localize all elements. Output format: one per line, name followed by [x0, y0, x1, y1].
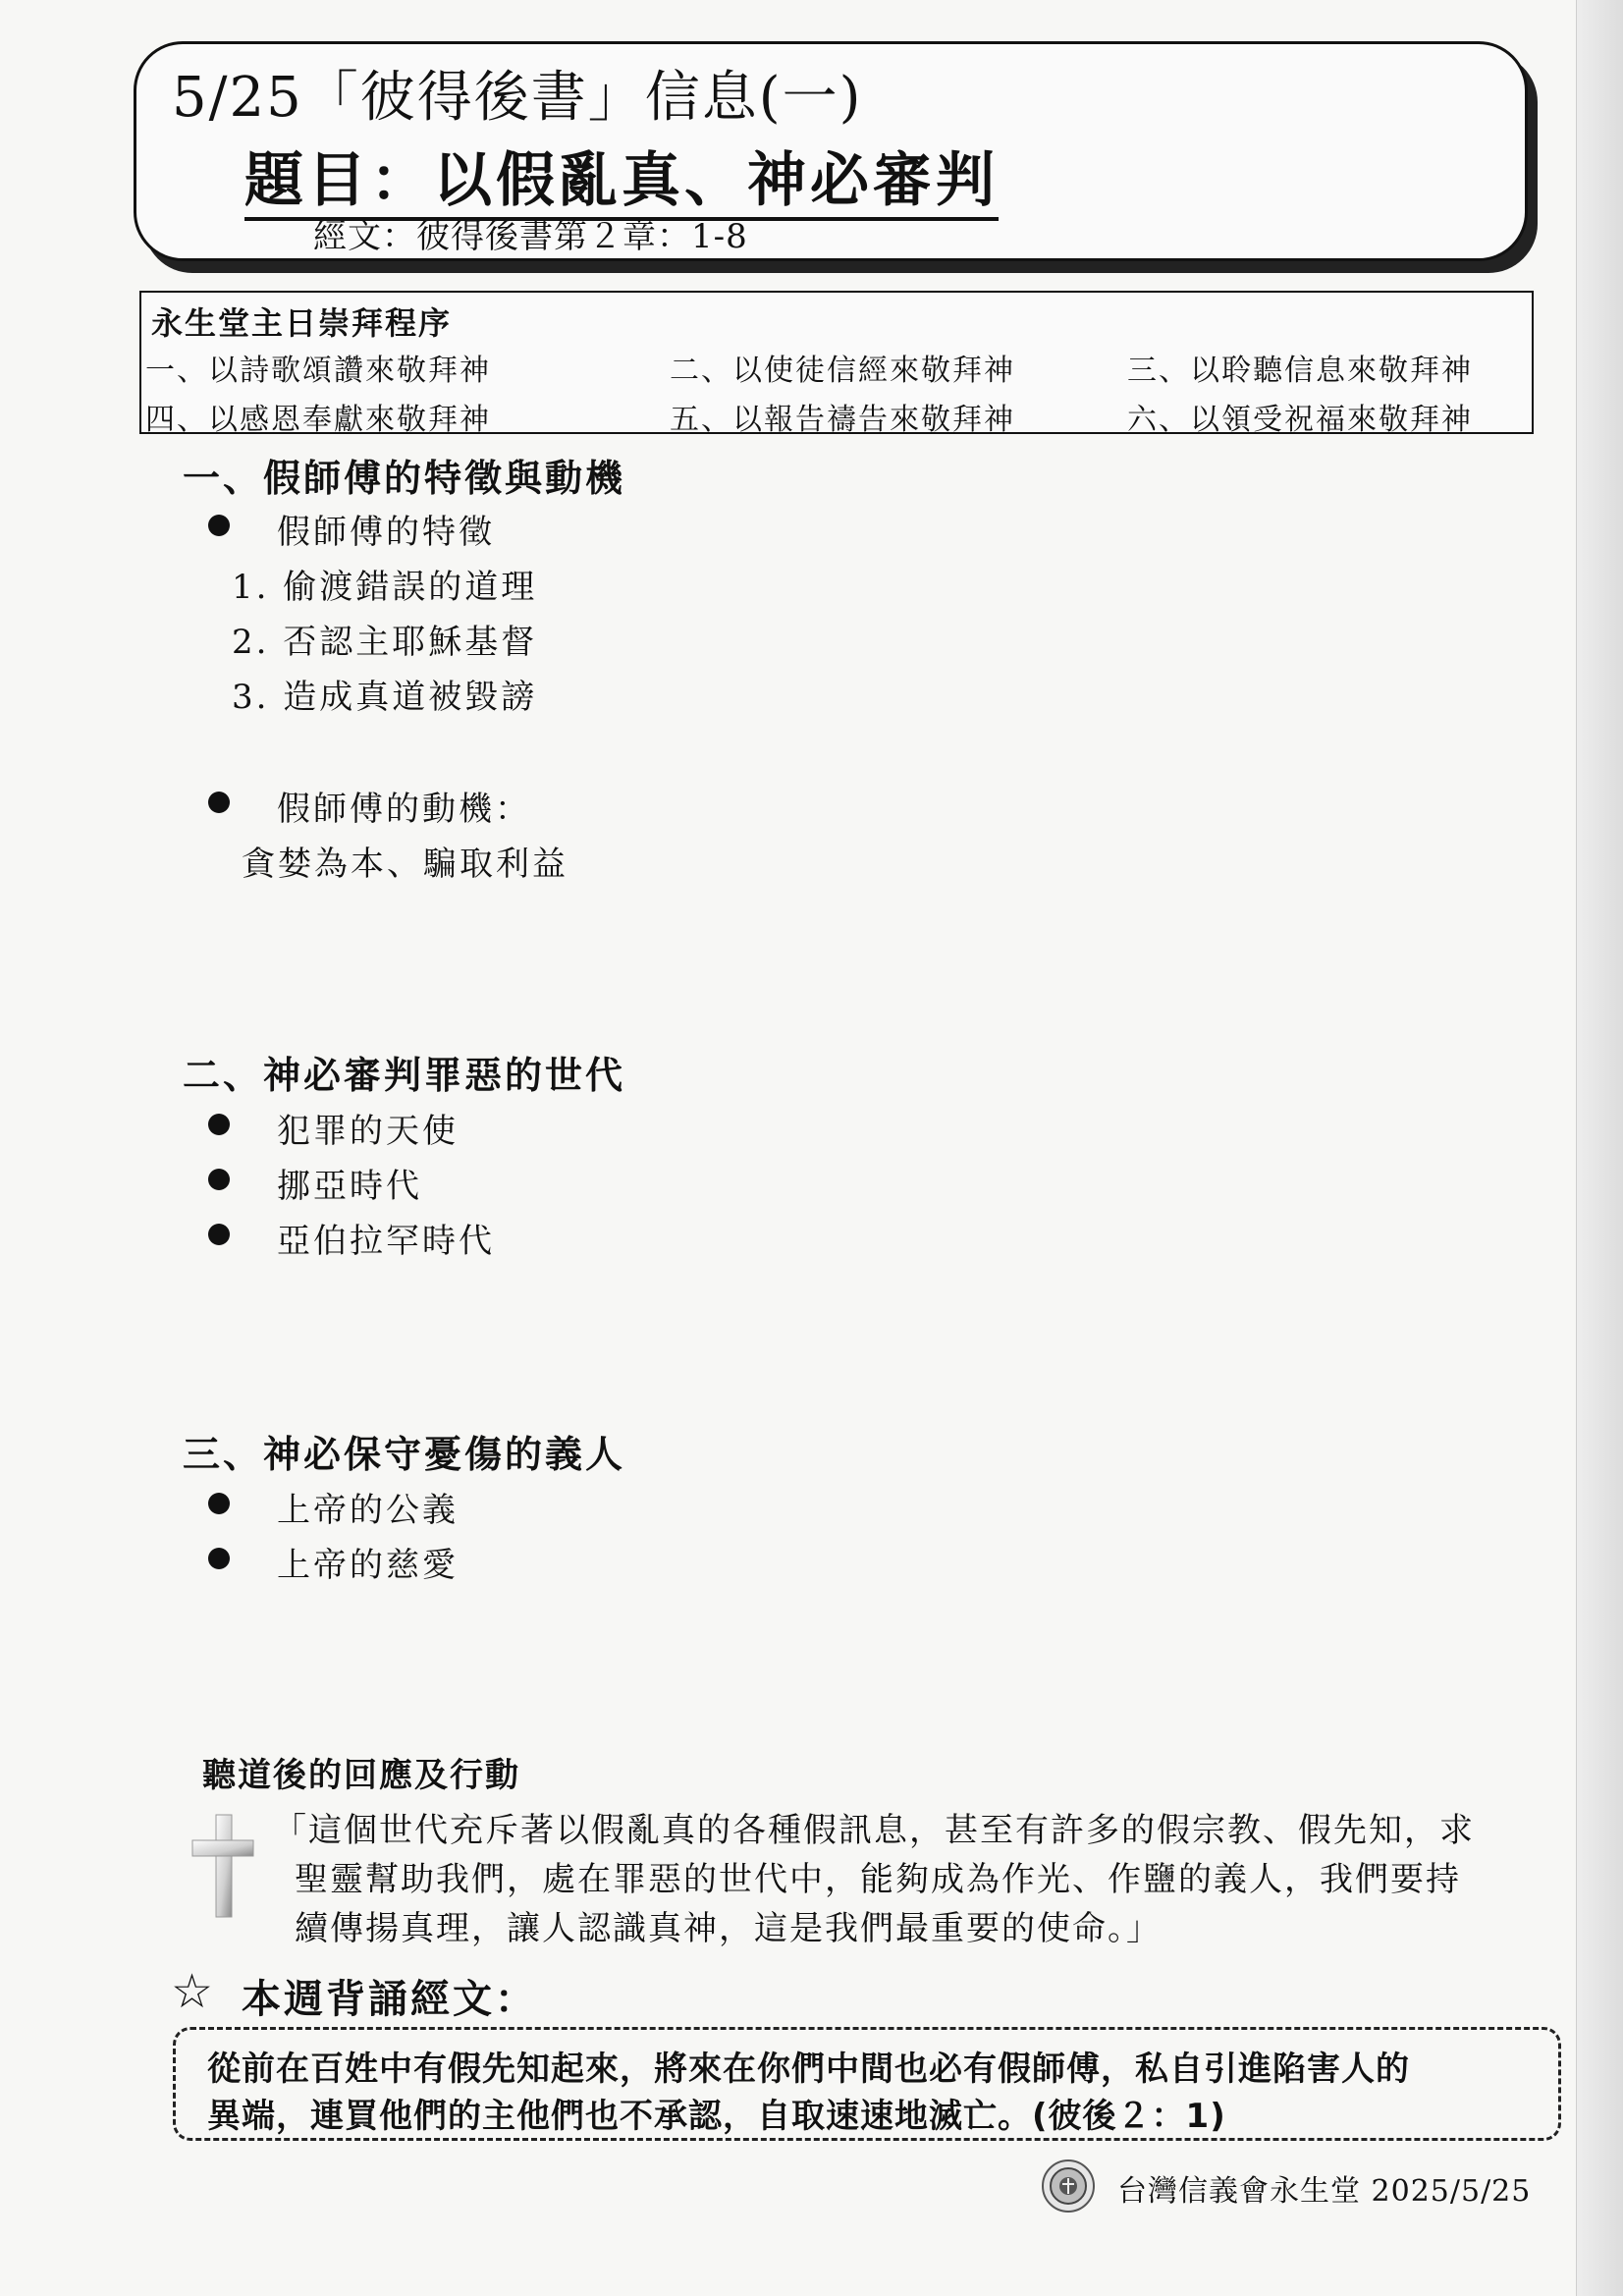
- memory-verse-line: 從前在百姓中有假先知起來，將來在你們中間也必有假師傅，私自引進陷害人的: [207, 2050, 1410, 2089]
- sermon-title: 題目：以假亂真、神必審判: [244, 144, 999, 221]
- response-line: 「這個世代充斥著以假亂真的各種假訊息，甚至有許多的假宗教、假先知，求: [273, 1811, 1475, 1850]
- bullet-text: 假師傅的動機：: [277, 790, 531, 829]
- bullet-icon: [208, 1224, 230, 1245]
- worship-order-title: 永生堂主日崇拜程序: [151, 304, 453, 342]
- numbered-point: 3. 造成真道被毀謗: [232, 678, 538, 717]
- bullet-text: 犯罪的天使: [277, 1112, 459, 1151]
- cross-icon: [190, 1813, 255, 1921]
- worship-order-item: 三、以聆聽信息來敬拜神: [1127, 354, 1473, 388]
- worship-order-item: 一、以詩歌頌讚來敬拜神: [145, 354, 491, 388]
- bullet-text: 假師傅的特徵: [277, 513, 495, 552]
- bullet-icon: [208, 1114, 230, 1135]
- bullet-icon: [208, 1169, 230, 1190]
- bullet-text: 上帝的公義: [277, 1491, 459, 1530]
- footer-text: 台灣信義會永生堂 2025/5/25: [1117, 2174, 1532, 2209]
- bullet-icon: [208, 792, 230, 813]
- numbered-point: 1. 偷渡錯誤的道理: [232, 568, 538, 607]
- bullet-text: 挪亞時代: [277, 1167, 422, 1206]
- memory-verse-line: 異端，連買他們的主他們也不承認，自取速速地滅亡。(彼後２：1): [207, 2097, 1226, 2136]
- memory-verse-box: [173, 2027, 1561, 2141]
- bullet-icon: [208, 515, 230, 536]
- church-seal-icon: [1041, 2159, 1096, 2214]
- page-edge: [1576, 0, 1623, 2296]
- memory-verse-title: 本週背誦經文：: [242, 1977, 537, 2022]
- response-line: 續傳揚真理，讓人認識真神，這是我們最重要的使命。」: [295, 1909, 1162, 1948]
- bullet-icon: [208, 1548, 230, 1569]
- section-2-heading: 二、神必審判罪惡的世代: [183, 1053, 626, 1097]
- response-line: 聖靈幫助我們，處在罪惡的世代中，能夠成為作光、作鹽的義人，我們要持: [295, 1860, 1461, 1899]
- bullet-text: 亞伯拉罕時代: [277, 1222, 495, 1261]
- scripture-reference: 經文：彼得後書第２章：1-8: [313, 217, 748, 256]
- section-1-heading: 一、假師傅的特徵與動機: [183, 456, 626, 500]
- bullet-text: 上帝的慈愛: [277, 1546, 459, 1585]
- sermon-series-line: 5/25「彼得後書」信息(一): [172, 66, 863, 130]
- worship-order-item: 六、以領受祝福來敬拜神: [1127, 403, 1473, 437]
- star-icon: ☆: [171, 1964, 214, 2019]
- worship-order-item: 四、以感恩奉獻來敬拜神: [145, 403, 491, 437]
- bullet-icon: [208, 1493, 230, 1514]
- worship-order-item: 二、以使徒信經來敬拜神: [670, 354, 1015, 388]
- numbered-point: 2. 否認主耶穌基督: [232, 623, 538, 662]
- response-title: 聽道後的回應及行動: [202, 1756, 520, 1795]
- worship-order-box: [139, 291, 1534, 437]
- section-3-heading: 三、神必保守憂傷的義人: [183, 1432, 626, 1476]
- header-box: [134, 41, 1528, 261]
- worship-order-item: 五、以報告禱告來敬拜神: [670, 403, 1015, 437]
- motive-text: 貪婪為本、騙取利益: [242, 845, 568, 884]
